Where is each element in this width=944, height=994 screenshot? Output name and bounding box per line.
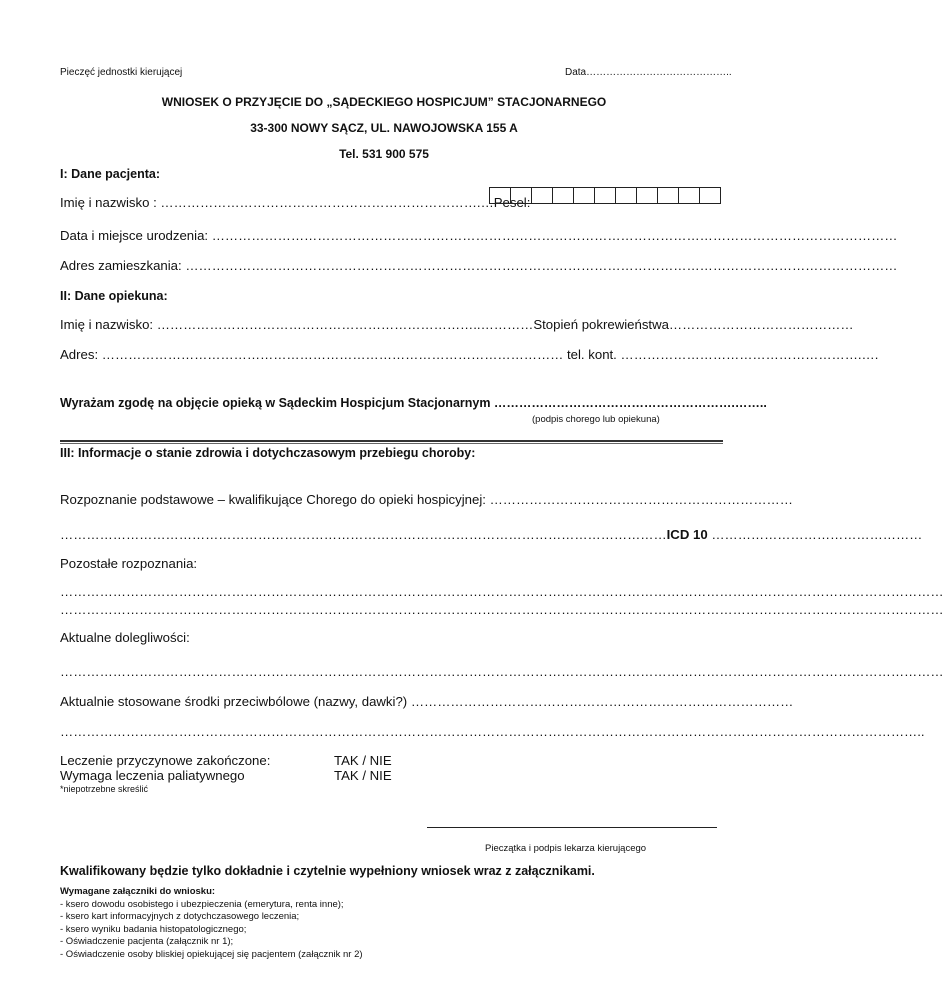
strike-note: *niepotrzebne skreślić	[60, 784, 149, 794]
other-diagnoses-label: Pozostałe rozpoznania:	[60, 556, 198, 571]
consent-field[interactable]: Wyrażam zgodę na objęcie opieką w Sądeckim Hospicjum Stacjonarnym ………………………………………………….……..	[60, 396, 767, 410]
pesel-digit-cell[interactable]	[489, 187, 511, 204]
guardian-address-field[interactable]: Adres: …………………………………………………………………………………………… tel. kont. ……………………………………………….….	[60, 347, 879, 362]
other-diagnoses-line-1[interactable]: …………………………………………………………………………………………………………………………………………………………………………………	[60, 584, 944, 599]
pesel-digit-cell[interactable]	[573, 187, 595, 204]
date-field[interactable]: Data……………………………………..	[565, 67, 732, 78]
icd-suffix-dots: …………………………………………	[707, 527, 923, 542]
palliative-choice[interactable]: TAK / NIE	[334, 768, 392, 783]
qualification-note: Kwalifikowany będzie tylko dokładnie i czytelnie wypełniony wniosek wraz z załącznikami.	[60, 864, 595, 878]
patient-address-field[interactable]: Adres zamieszkania: ………………………………………………………………………………………………………………………………………………	[60, 258, 898, 273]
attachment-item: - ksero kart informacyjnych z dotychczasowego leczenia;	[60, 911, 300, 923]
attachment-item: - Oświadczenie pacjenta (załącznik nr 1);	[60, 936, 234, 948]
pesel-digit-cell[interactable]	[552, 187, 574, 204]
form-phone: Tel. 531 900 575	[339, 147, 429, 161]
doctor-signature-label: Pieczątka i podpis lekarza kierującego	[485, 843, 647, 854]
pesel-digit-cell[interactable]	[594, 187, 616, 204]
patient-name-field[interactable]: Imię i nazwisko : ……………………………………………………………….…Pesel:	[60, 195, 531, 210]
painkillers-line[interactable]: ……………………………………………………………………………………………………………………………………………………………………………..	[60, 724, 925, 739]
section-health-heading: III: Informacje o stanie zdrowia i dotychczasowym przebiegu choroby:	[60, 446, 476, 460]
pesel-digit-cell[interactable]	[636, 187, 658, 204]
section-patient-heading: I: Dane pacjenta:	[60, 167, 161, 181]
attachments-list	[60, 886, 363, 962]
form-address: 33-300 NOWY SĄCZ, UL. NAWOJOWSKA 155 A	[250, 121, 518, 135]
attachment-item: - Oświadczenie osoby bliskiej opiekującej się pacjentem (załącznik nr 2)	[60, 948, 363, 960]
pesel-digit-cell[interactable]	[657, 187, 679, 204]
symptoms-line[interactable]: …………………………………………………………………………………………………………………………………………………………………………………	[60, 664, 944, 679]
causal-treatment-label: Leczenie przyczynowe zakończone:	[60, 753, 271, 768]
pesel-digit-cell[interactable]	[699, 187, 721, 204]
symptoms-label: Aktualne dolegliwości:	[60, 630, 190, 645]
pesel-grid[interactable]	[490, 187, 721, 204]
icd-label: ICD 10	[666, 527, 708, 542]
attachments-heading: Wymagane załączniki do wniosku:	[60, 886, 216, 897]
consent-signature-note: (podpis chorego lub opiekuna)	[532, 414, 660, 425]
causal-treatment-choice[interactable]: TAK / NIE	[334, 753, 392, 768]
section-guardian-heading: II: Dane opiekuna:	[60, 289, 168, 303]
icd10-field[interactable]	[60, 527, 922, 542]
pesel-digit-cell[interactable]	[531, 187, 553, 204]
palliative-label: Wymaga leczenia paliatywnego	[60, 768, 245, 783]
attachment-item: - ksero wyniku badania histopatologicznego;	[60, 923, 247, 935]
doctor-signature-line[interactable]	[427, 827, 717, 828]
icd-prefix-dots: …………………………………………………………………………………………………………………………	[60, 527, 667, 542]
pesel-digit-cell[interactable]	[678, 187, 700, 204]
guardian-name-field[interactable]: Imię i nazwisko: ………………………………………………………………..…………Stopień pokrewieństwa……………………………………	[60, 317, 854, 332]
attachment-item: - ksero dowodu osobistego i ubezpieczenia (emerytura, renta inne);	[60, 898, 344, 910]
stamp-label: Pieczęć jednostki kierującej	[60, 67, 183, 78]
section-divider	[60, 440, 723, 442]
primary-diagnosis-field[interactable]: Rozpoznanie podstawowe – kwalifikujące Chorego do opieki hospicyjnej: ……………………………………………………………	[60, 492, 793, 507]
pesel-digit-cell[interactable]	[615, 187, 637, 204]
painkillers-field[interactable]: Aktualnie stosowane środki przeciwbólowe (nazwy, dawki?) ……………………………………………………………………………	[60, 694, 794, 709]
birth-date-place-field[interactable]: Data i miejsce urodzenia: …………………………………………………………………………………………………………………………………………	[60, 228, 898, 243]
form-title: WNIOSEK O PRZYJĘCIE DO „SĄDECKIEGO HOSPICJUM” STACJONARNEGO	[161, 95, 607, 109]
other-diagnoses-line-2[interactable]: …………………………………………………………………………………………………………………………………………………………………………………	[60, 602, 944, 617]
pesel-digit-cell[interactable]	[510, 187, 532, 204]
